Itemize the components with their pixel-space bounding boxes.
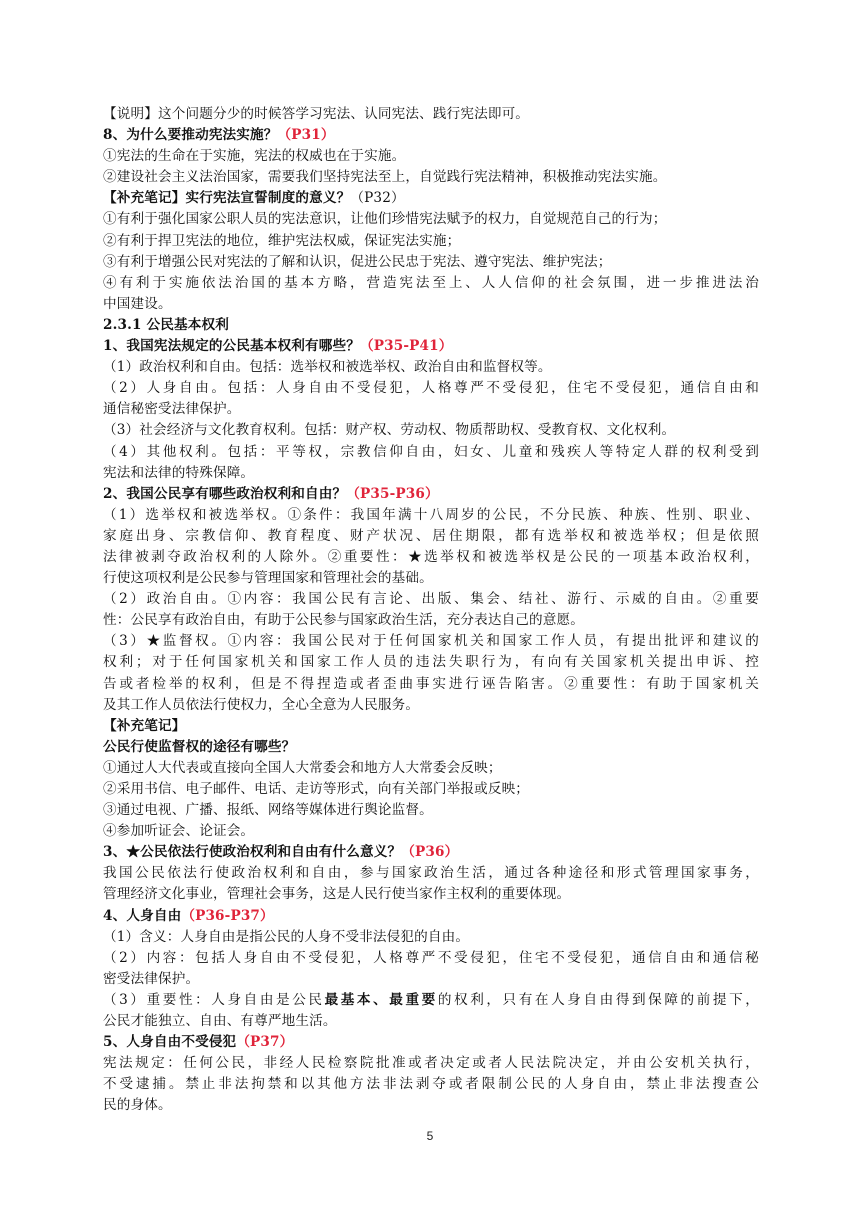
text-line (103, 695, 759, 716)
line-text: （3）社会经济与文化教育权利。包括：财产权、劳动权、物质帮助权、受教育权、文化权利。 (103, 422, 676, 439)
line-text: ②有利于捍卫宪法的地位，维护宪法权威，保证宪法实施； (103, 232, 461, 249)
line-text: ④有利于实施依法治国的基本方略，营造宪法至上、人人信仰的社会氛围，进一步推进法治 (103, 274, 759, 291)
line-text: （1）含义：人身自由是指公民的人身不受非法侵犯的自由。 (103, 928, 470, 945)
text-line (103, 589, 759, 610)
text-line (103, 104, 759, 125)
text-line (103, 758, 759, 779)
text-line (103, 188, 759, 209)
text-line (103, 631, 759, 652)
text-line (103, 652, 759, 673)
page-number: 5 (426, 1129, 434, 1143)
text-line (103, 357, 759, 378)
text-line (103, 125, 759, 146)
line-text: ①宪法的生命在于实施，宪法的权威也在于实施。 (103, 148, 406, 165)
line-text: ②建设社会主义法治国家，需要我们坚持宪法至上，自觉践行宪法精神，积极推动宪法实施。 (103, 169, 667, 186)
line-text: 公民行使监督权的途径有哪些？ (103, 738, 296, 755)
text-line (103, 863, 759, 884)
line-text: ②采用书信、电子邮件、电话、走访等形式，向有关部门举报或反映； (103, 781, 530, 797)
text-line (103, 1074, 759, 1095)
text-line (103, 146, 759, 167)
page-reference: （P37） (236, 1034, 294, 1051)
line-text: （2）内容：包括人身自由不受侵犯，人格尊严不受侵犯，住宅不受侵犯，通信自由和通信秘 (103, 949, 759, 966)
line-text: 中国建设。 (103, 295, 172, 312)
line-text: 宪法规定：任何公民，非经人民检察院批准或者决定或者人民法院决定，并由公安机关执行， (103, 1055, 759, 1072)
line-text: （3）重要性：人身自由是公民 (103, 991, 325, 1008)
text-line (103, 294, 759, 315)
line-text: ③通过电视、广播、报纸、网络等媒体进行舆论监督。 (103, 802, 433, 819)
text-line (103, 526, 759, 547)
text-line (103, 779, 759, 800)
text-line (103, 674, 759, 695)
text-line (103, 610, 759, 631)
page-reference: （P32） (350, 190, 405, 207)
emphasis-text: 最基本、最重要 (324, 991, 438, 1008)
text-line (103, 842, 759, 863)
line-text: 2.3.1 公民基本权利 (103, 316, 229, 333)
document-body (103, 104, 759, 1117)
line-text: 告或者检举的权利，但是不得捏造或者歪曲事实进行诬告陷害。②重要性：有助于国家机关 (103, 675, 759, 692)
line-text: 3、★公民依法行使政治权利和自由有什么意义？ (103, 844, 402, 861)
line-text: 权利；对于任何国家机关和国家工作人员的违法失职行为，有向有关国家机关提出申诉、控 (103, 654, 759, 671)
line-text: 性：公民享有政治自由，有助于公民参与国家政治生活，充分表达自己的意愿。 (103, 612, 585, 629)
line-text: 法律被剥夺政治权利的人除外。②重要性：★选举权和被选举权是公民的一项基本政治权利， (103, 548, 759, 565)
line-text: ①有利于强化国家公职人员的宪法意识，让他们珍惜宪法赋予的权力，自觉规范自己的行为； (103, 211, 667, 228)
line-text: ③有利于增强公民对宪法的了解和认识，促进公民忠于宪法、遵守宪法、维护宪法； (103, 253, 612, 270)
page-reference: （P35-P41） (360, 338, 453, 355)
line-text: 通信秘密受法律保护。 (103, 401, 241, 418)
line-text: 不受逮捕。禁止非法拘禁和以其他方法非法剥夺或者限制公民的人身自由，禁止非法搜查公 (103, 1076, 759, 1093)
text-line (103, 231, 759, 252)
line-text: 管理经济文化事业，管理社会事务，这是人民行使当家作主权利的重要体现。 (103, 886, 571, 903)
line-text: 行使这项权利是公民参与管理国家和管理社会的基础。 (103, 570, 433, 587)
line-text: 【补充笔记】实行宪法宣誓制度的意义？ (103, 190, 351, 207)
text-line (103, 1032, 759, 1053)
line-text: 家庭出身、宗教信仰、教育程度、财产状况、居住期限，都有选举权和被选举权；但是依照 (103, 527, 759, 544)
line-text: 1、我国宪法规定的公民基本权利有哪些？ (103, 338, 360, 355)
text-line (103, 1011, 759, 1032)
line-text: 8、为什么要推动宪法实施？ (103, 127, 278, 144)
text-line (103, 969, 759, 990)
line-text: 5、人身自由不受侵犯 (103, 1034, 237, 1051)
line-text: 密受法律保护。 (103, 970, 200, 987)
line-text: （3）★监督权。①内容：我国公民对于任何国家机关和国家工作人员，有提出批评和建议的 (103, 633, 759, 650)
text-line (103, 463, 759, 484)
text-line (103, 948, 759, 969)
text-line (103, 442, 759, 463)
text-line (103, 990, 759, 1011)
line-text: ①通过人大代表或直接向全国人大常委会和地方人大常委会反映； (103, 759, 502, 776)
text-line (103, 821, 759, 842)
text-line (103, 273, 759, 294)
line-text: 公民才能独立、自由、有尊严地生活。 (103, 1013, 337, 1030)
text-line (103, 484, 759, 505)
text-line (103, 420, 759, 441)
text-line (103, 906, 759, 927)
text-line (103, 884, 759, 905)
text-line (103, 378, 759, 399)
page-reference: （P36） (401, 844, 459, 861)
text-line (103, 1053, 759, 1074)
line-text: （1）选举权和被选举权。①条件：我国年满十八周岁的公民，不分民族、种族、性别、职业、 (103, 506, 759, 523)
text-line (103, 1095, 759, 1116)
text-line (103, 568, 759, 589)
line-text: 宪法和法律的特殊保障。 (103, 464, 255, 481)
line-text: 4、人身自由 (103, 907, 182, 924)
text-line (103, 315, 759, 336)
line-text: （1）政治权利和自由。包括：选举权和被选举权、政治自由和监督权等。 (103, 359, 552, 376)
page-reference: （P36-P37） (181, 907, 274, 924)
line-text: 我国公民依法行使政治权利和自由，参与国家政治生活，通过各种途径和形式管理国家事务， (103, 865, 759, 882)
line-text: 民的身体。 (103, 1097, 172, 1114)
text-line (103, 505, 759, 526)
text-line (103, 547, 759, 568)
line-text: （4）其他权利。包括：平等权，宗教信仰自由，妇女、儿童和残疾人等特定人群的权利受到 (103, 443, 759, 460)
text-line (103, 800, 759, 821)
text-line (103, 737, 759, 758)
text-line (103, 167, 759, 188)
text-line (103, 927, 759, 948)
line-text: （2）政治自由。①内容：我国公民有言论、出版、集会、结社、游行、示威的自由。②重要 (103, 591, 759, 608)
line-text: （2）人身自由。包括：人身自由不受侵犯，人格尊严不受侵犯，住宅不受侵犯，通信自由和 (103, 380, 759, 397)
text-line (103, 399, 759, 420)
text-line (103, 252, 759, 273)
text-line (103, 716, 759, 737)
line-text: ④参加听证会、论证会。 (103, 823, 255, 840)
text-line (103, 209, 759, 230)
line-text: 2、我国公民享有哪些政治权利和自由？ (103, 485, 347, 502)
line-text: 【说明】这个问题分少的时候答学习宪法、认同宪法、践行宪法即可。 (103, 106, 530, 122)
text-line (103, 336, 759, 357)
page-reference: （P31） (277, 127, 335, 144)
line-text: 及其工作人员依法行使权力，全心全意为人民服务。 (103, 696, 420, 713)
line-text: 【补充笔记】 (103, 717, 186, 734)
line-text-tail: 的权利，只有在人身自由得到保障的前提下， (437, 991, 760, 1008)
page-reference: （P35-P36） (346, 485, 439, 502)
